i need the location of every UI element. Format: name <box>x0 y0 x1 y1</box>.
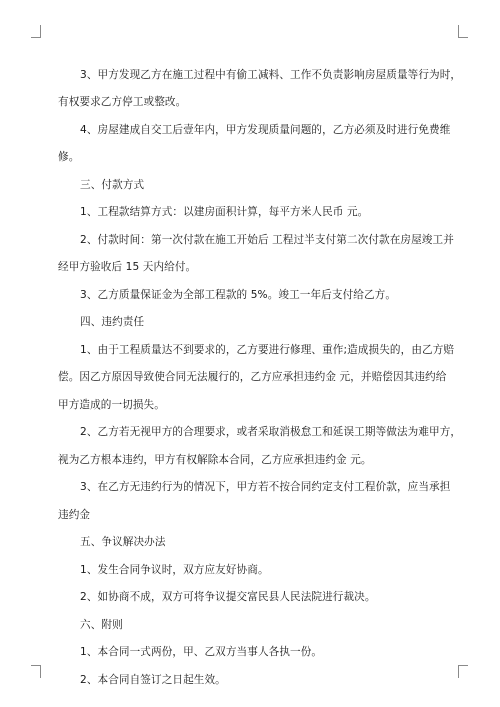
text-line: 3、在乙方无违约行为的情况下，甲方若不按合同约定支付工程价款，应当承担 <box>80 481 451 493</box>
text-line: 修。 <box>58 151 80 163</box>
crop-mark-top-right <box>458 25 468 38</box>
text-line: 2、乙方若无视甲方的合理要求，或者采取消极怠工和延误工期等做法为难甲方， <box>80 426 462 438</box>
section-heading: 五、争议解决办法 <box>80 536 166 548</box>
text-line: 2、本合同自签订之日起生效。 <box>80 674 226 686</box>
crop-mark-bottom-right <box>458 665 468 678</box>
crop-mark-bottom-left <box>31 665 41 678</box>
text-line: 3、甲方发现乙方在施工过程中有偷工减料、工作不负责影响房屋质量等行为时， <box>80 69 462 81</box>
text-line: 有权要求乙方停工或整改。 <box>58 96 187 108</box>
text-line: 2、如协商不成，双方可将争议提交富民县人民法院进行裁决。 <box>80 591 376 603</box>
text-line: 2、付款时间：第一次付款在施工开始后 工程过半支付第二次付款在房屋竣工并 <box>80 234 454 246</box>
text-line: 1、由于工程质量达不到要求的，乙方要进行修理、重作;造成损失的，由乙方赔 <box>80 344 455 356</box>
text-line: 1、工程款结算方式：以建房面积计算，每平方米人民币 元。 <box>80 206 369 218</box>
text-line: 违约金 <box>58 509 91 521</box>
crop-mark-top-left <box>31 25 41 38</box>
text-line: 经甲方验收后 15 天内给付。 <box>58 261 197 273</box>
section-heading: 四、违约责任 <box>80 316 145 328</box>
text-line: 4、房屋建成自交工后壹年内，甲方发现质量问题的，乙方必须及时进行免费维 <box>80 124 451 136</box>
text-line: 1、本合同一式两份，甲、乙双方当事人各执一份。 <box>80 646 323 658</box>
text-line: 视为乙方根本违约，甲方有权解除本合同，乙方应承担违约金 元。 <box>58 454 372 466</box>
section-heading: 六、附则 <box>80 619 123 631</box>
text-line: 1、发生合同争议时，双方应友好协商。 <box>80 564 269 576</box>
text-line: 甲方造成的一切损失。 <box>58 399 165 411</box>
text-line: 3、乙方质量保证金为全部工程款的 5%。竣工一年后支付给乙方。 <box>80 289 397 301</box>
text-line: 偿。因乙方原因导致使合同无法履行的，乙方应承担违约金 元，并赔偿因其违约给 <box>58 371 447 383</box>
section-heading: 三、付款方式 <box>80 179 145 191</box>
